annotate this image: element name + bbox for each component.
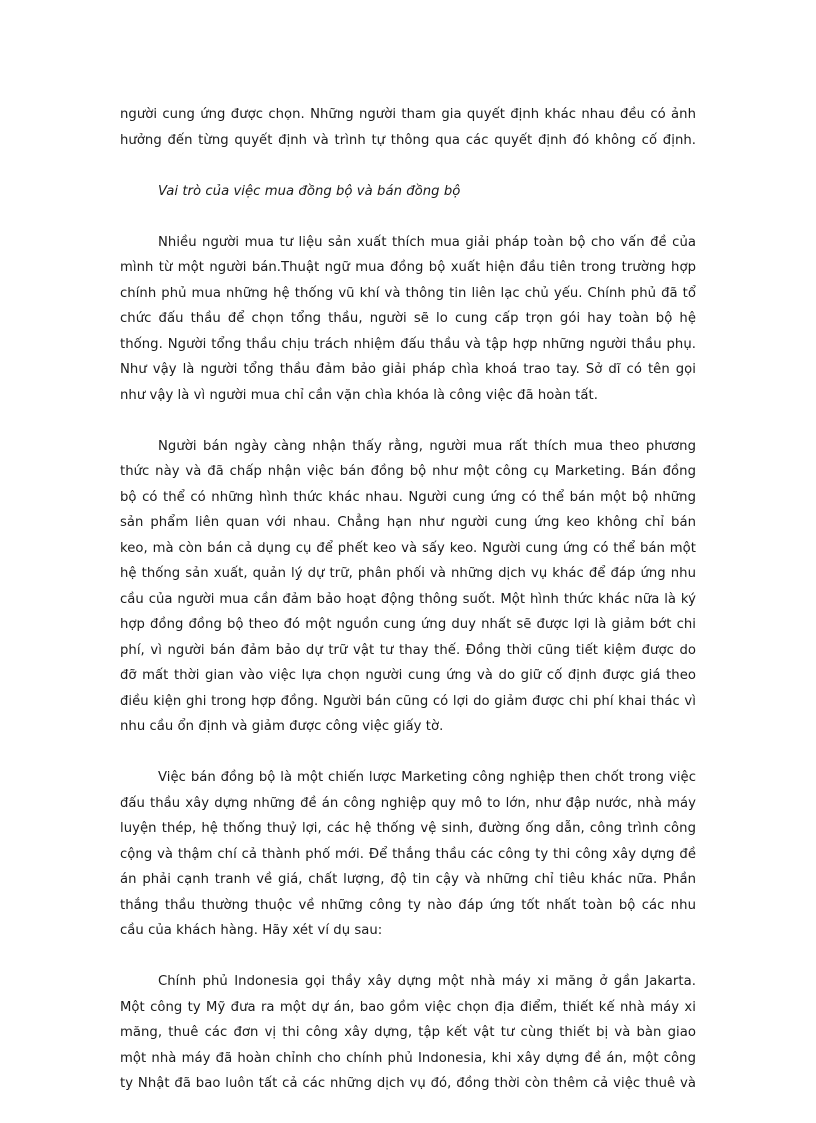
- paragraph-4: [120, 969, 696, 1097]
- text-line: thắng thầu thường thuộc về những công ty nào đáp ứng tốt nhất toàn bộ các nhu: [120, 897, 696, 913]
- paragraph-2: [120, 434, 696, 740]
- text-line: Chính phủ Indonesia gọi thầy xây dựng một nhà máy xi măng ở gần Jakarta.: [158, 974, 696, 989]
- text-line: như vậy là vì người mua chỉ cần vặn chìa khóa là công việc đã hoàn tất.: [120, 387, 598, 403]
- text-line: người cung ứng được chọn. Những người tham gia quyết định khác nhau đều có ảnh: [120, 107, 696, 122]
- text-line: keo, mà còn bán cả dụng cụ để phết keo và sấy keo. Người cung ứng có thể bán một: [120, 540, 696, 556]
- text-line: điều kiện ghi trong hợp đồng. Người bán cũng có lợi do giảm được chi phí khai thác vì: [120, 693, 696, 709]
- text-line: phí, vì người bán đảm bảo dự trữ vật tư thay thế. Đồng thời cũng tiết kiệm được do: [120, 642, 696, 658]
- text-line: hợp đồng đồng bộ theo đó một nguồn cung ứng duy nhất sẽ được lợi là giảm bớt chi: [120, 617, 696, 632]
- text-line: Người bán ngày càng nhận thấy rằng, người mua rất thích mua theo phương: [158, 438, 696, 454]
- text-line: một nhà máy đã hoàn chỉnh cho chính phủ Indonesia, khi xây dựng đề án, một công: [120, 1050, 696, 1066]
- text-line: mình từ một người bán.Thuật ngữ mua đồng bộ xuất hiện đầu tiên trong trường hợp: [120, 260, 696, 275]
- paragraph-1: [120, 230, 696, 409]
- section-heading: Vai trò của việc mua đồng bộ và bán đồng bộ: [158, 183, 461, 199]
- text-line: Như vậy là người tổng thầu đảm bảo giải pháp chìa khoá trao tay. Sở dĩ có tên gọi: [120, 362, 696, 377]
- text-line: sản phẩm liên quan với nhau. Chẳng hạn như người cung ứng keo không chỉ bán: [120, 515, 696, 530]
- paragraph-0: [120, 102, 696, 153]
- text-line: Nhiều người mua tư liệu sản xuất thích mua giải pháp toàn bộ cho vấn đề của: [158, 234, 696, 250]
- text-line: cộng và thậm chí cả thành phố mới. Để thắng thầu các công ty thi công xây dựng đề: [120, 846, 696, 862]
- text-line: đỡ mất thời gian vào việc lựa chọn người cung ứng và do giữ cố định được giá theo: [120, 668, 696, 683]
- text-line: ty Nhật đã bao luôn tất cả các những dịch vụ đó, đồng thời còn thêm cả việc thuê và: [120, 1076, 696, 1091]
- text-line: cầu của khách hàng. Hãy xét ví dụ sau:: [120, 923, 383, 938]
- text-line: hệ thống sản xuất, quản lý dự trữ, phân phối và những dịch vụ khác để đáp ứng nhu: [120, 566, 696, 581]
- text-line: thống. Người tổng thầu chịu trách nhiệm đấu thầu và tập hợp những người thầu phụ.: [120, 336, 696, 352]
- text-line: măng, thuê các đơn vị thi công xây dựng, tập kết vật tư cùng thiết bị và bàn giao: [120, 1025, 696, 1040]
- text-line: chức đấu thầu để chọn tổng thầu, người sẽ lo cung cấp trọn gói hay toàn bộ hệ: [120, 311, 696, 326]
- text-line: thức này và đã chấp nhận việc bán đồng bộ như một công cụ Marketing. Bán đồng: [120, 464, 696, 479]
- text-line: Một công ty Mỹ đưa ra một dự án, bao gồm việc chọn địa điểm, thiết kế nhà máy xi: [120, 999, 696, 1015]
- text-line: đấu thầu xây dựng những đề án công nghiệp quy mô to lớn, như đập nước, nhà máy: [120, 795, 696, 811]
- text-line: bộ có thể có những hình thức khác nhau. Người cung ứng có thể bán một bộ những: [120, 489, 696, 505]
- paragraph-3: [120, 765, 696, 944]
- text-line: chính phủ mua những hệ thống vũ khí và thông tin liên lạc chủ yếu. Chính phủ đã tổ: [120, 285, 696, 301]
- document-page: [120, 102, 696, 1122]
- text-line: án phải cạnh tranh về giá, chất lượng, độ tin cậy và những chỉ tiêu khác nữa. Phần: [120, 872, 696, 887]
- text-line: hưởng đến từng quyết định và trình tự thông qua các quyết định đó không cố định.: [120, 132, 696, 148]
- text-line: nhu cầu ổn định và giảm được công việc giấy tờ.: [120, 719, 444, 734]
- text-line: cầu của người mua cần đảm bảo hoạt động thông suốt. Một hình thức khác nữa là ký: [120, 591, 696, 607]
- text-line: Việc bán đồng bộ là một chiến lược Marketing công nghiệp then chốt trong việc: [158, 770, 696, 785]
- text-line: luyện thép, hệ thống thuỷ lợi, các hệ thống vệ sinh, đường ống dẫn, công trình công: [120, 821, 696, 836]
